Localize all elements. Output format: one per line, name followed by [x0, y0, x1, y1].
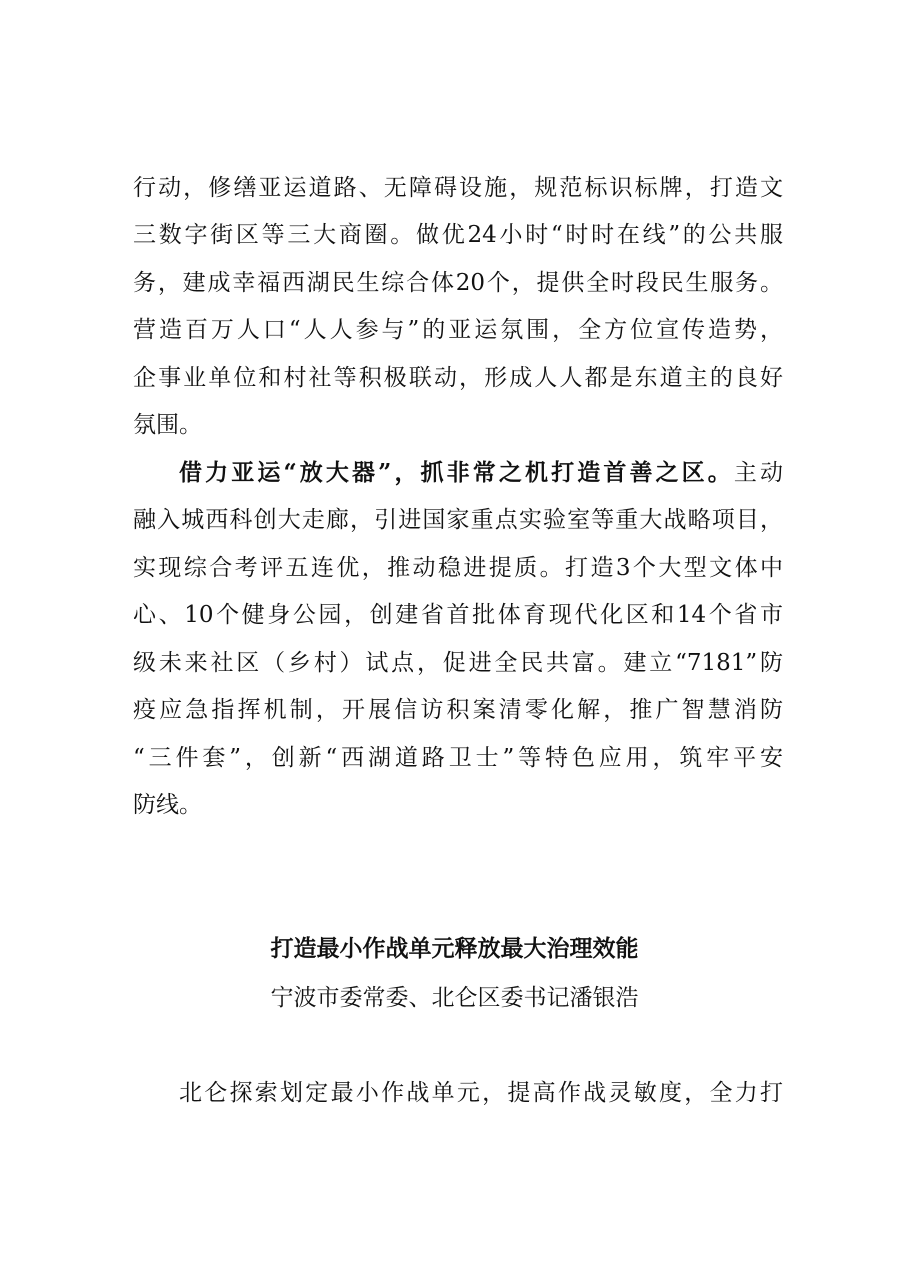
- article-author: 宁波市委常委、北仑区委书记潘银浩: [270, 985, 639, 1011]
- body-line: 营造百万人口“人人参与”的亚运氛围，全方位宣传造势，: [133, 317, 783, 343]
- body-line: 融入城西科创大走廊，引进国家重点实验室等重大战略项目，: [133, 507, 783, 533]
- body-line: 实现综合考评五连优，推动稳进提质。打造3个大型文体中: [133, 555, 783, 581]
- body-line: 氛围。: [133, 412, 202, 438]
- body-line: 三数字街区等三大商圈。做优24小时“时时在线”的公共服: [133, 222, 783, 248]
- body-line: 级未来社区（乡村）试点，促进全民共富。建立“7181”防: [133, 650, 783, 676]
- body-line: 企事业单位和村社等积极联动，形成人人都是东道主的良好: [133, 365, 783, 391]
- body-line: 防线。: [133, 792, 202, 818]
- body-line: 行动，修缮亚运道路、无障碍设施，规范标识标牌，打造文: [133, 175, 783, 201]
- body-line: 疫应急指挥机制，开展信访积案清零化解，推广智慧消防: [133, 697, 783, 723]
- body-line: 北仑探索划定最小作战单元，提高作战灵敏度，全力打: [179, 1080, 783, 1106]
- paragraph-lead-line: [179, 458, 783, 488]
- body-line: 心、10个健身公园，创建省首批体育现代化区和14个省市: [133, 602, 783, 628]
- body-line: “三件套”，创新“西湖道路卫士”等特色应用，筑牢平安: [133, 745, 783, 771]
- article-title: 打造最小作战单元释放最大治理效能: [270, 935, 639, 962]
- bold-lead-sentence: 借力亚运“放大器”，抓非常之机打造首善之区。: [179, 459, 734, 486]
- body-text: 主动: [733, 460, 784, 486]
- body-line: 务，建成幸福西湖民生综合体20个，提供全时段民生服务。: [133, 270, 783, 296]
